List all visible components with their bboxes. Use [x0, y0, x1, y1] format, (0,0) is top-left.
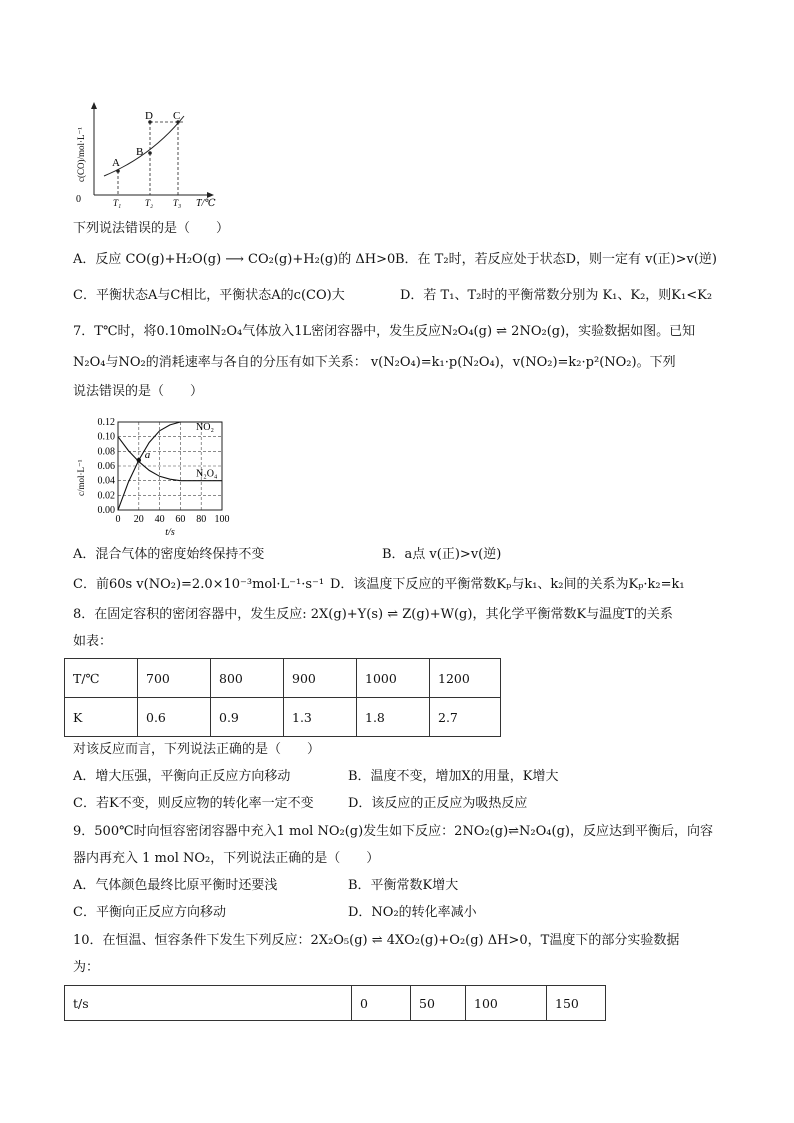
table-cell: 0 [352, 986, 411, 1021]
concentration-time-chart [72, 412, 242, 538]
y-tick-label: 0.04 [97, 475, 115, 487]
x-tick-label: 20 [133, 514, 144, 525]
table-cell: K [65, 698, 138, 737]
x-tick-label: 100 [214, 514, 230, 525]
q10-stem-line1: 10．在恒温、恒容条件下发生下列反应：2X₂O₅(g) ⇌ 4XO₂(g)+O₂(g) ΔH>0，T温度下的部分实验数据 [73, 933, 680, 948]
q6-option-d: D．若 T₁、T₂时的平衡常数分别为 K₁、K₂，则K₁<K₂ [400, 288, 713, 303]
x-tick-label: 0 [115, 514, 121, 525]
q9-stem-line2: 器内再充入 1 mol NO₂，下列说法正确的是（ ） [73, 851, 380, 866]
table-cell: t/s [65, 986, 352, 1021]
q8-stem-line2: 如表： [73, 634, 113, 649]
graph1-tick-t2: T₂ [145, 198, 154, 208]
graph1-point-A: A [112, 157, 120, 169]
x-axis-label: t/s [165, 527, 175, 538]
q7-stem-line3: 说法错误的是（ ） [73, 384, 204, 399]
x-tick-label: 60 [175, 514, 186, 525]
y-tick-label: 0.00 [97, 505, 115, 516]
legend-label: NO₂ [196, 422, 214, 433]
q6-option-a: A．反应 CO(g)+H₂O(g) ⟶ CO₂(g)+H₂(g)的 ΔH>0 [73, 252, 396, 267]
q6-option-c: C．平衡状态A与C相比，平衡状态A的c(CO)大 [73, 288, 345, 303]
q8-option-a: A．增大压强，平衡向正反应方向移动 [73, 769, 291, 784]
q7-option-c: C．前60s v(NO₂)=2.0×10⁻³mol·L⁻¹·s⁻¹ [73, 577, 325, 592]
table-cell: 700 [138, 659, 211, 698]
q8-option-d: D．该反应的正反应为吸热反应 [348, 796, 528, 811]
table-cell: 800 [211, 659, 284, 698]
q9-option-a: A．气体颜色最终比原平衡时还要浅 [73, 878, 278, 893]
table-cell: 1200 [430, 659, 501, 698]
annotation-label: a [144, 449, 151, 462]
q9-stem-line1: 9．500℃时向恒容密闭容器中充入1 mol NO₂(g)发生如下反应：2NO₂(g)⇌N₂O₄(g)，反应达到平衡后，向容 [73, 824, 713, 839]
co-concentration-graph [72, 100, 232, 212]
table-row [65, 659, 501, 698]
q8-option-c: C．若K不变，则反应物的转化率一定不变 [73, 796, 314, 811]
table-cell: 150 [547, 986, 606, 1021]
annotation-point [137, 458, 141, 462]
table-cell: 50 [411, 986, 466, 1021]
graph1-x-label: T/℃ [196, 198, 216, 209]
q9-option-b: B．平衡常数K增大 [348, 878, 459, 893]
q7-stem-line1: 7．T℃时，将0.10molN₂O₄气体放入1L密闭容器中，发生反应N₂O₄(g) ⇌ 2NO₂(g)，实验数据如图。已知 [73, 324, 696, 339]
q8-option-b: B．温度不变，增加X的用量，K增大 [348, 769, 559, 784]
table-cell: 1000 [357, 659, 430, 698]
graph1-tick-t1: T₁ [113, 198, 122, 208]
q6-prompt: 下列说法错误的是（ ） [73, 221, 230, 236]
q10-stem-line2: 为： [73, 960, 100, 975]
x-tick-label: 80 [196, 514, 207, 525]
table-cell: T/℃ [65, 659, 138, 698]
table-cell: 0.6 [138, 698, 211, 737]
table-cell: 1.3 [284, 698, 357, 737]
table-cell: 1.8 [357, 698, 430, 737]
y-tick-label: 0.10 [97, 431, 115, 443]
q6-option-b: B．在 T₂时，若反应处于状态D，则一定有 v(正)>v(逆) [395, 252, 717, 267]
y-tick-label: 0.02 [97, 490, 115, 502]
q8-prompt: 对该反应而言，下列说法正确的是（ ） [73, 742, 321, 757]
q7-option-d: D．该温度下反应的平衡常数Kₚ与k₁、k₂间的关系为Kₚ·k₂=k₁ [330, 577, 685, 592]
table-row [65, 986, 606, 1021]
graph1-y-label: c(CO)/mol·L⁻¹ [76, 127, 86, 182]
table-cell: 0.9 [211, 698, 284, 737]
q7-option-b: B．a点 v(正)>v(逆) [382, 547, 502, 562]
y-tick-label: 0.06 [97, 461, 115, 472]
table-cell: 100 [466, 986, 547, 1021]
y-axis-label: c/mol·L⁻¹ [76, 459, 86, 496]
q7-option-a: A．混合气体的密度始终保持不变 [73, 547, 265, 562]
q7-stem-line2: N₂O₄与NO₂的消耗速率与各自的分压有如下关系： v(N₂O₄)=k₁·p(N₂O₄)，v(NO₂)=k₂·p²(NO₂)。下列 [73, 355, 676, 370]
q10-data-table [64, 985, 606, 1021]
table-cell: 900 [284, 659, 357, 698]
graph1-point-D: D [145, 110, 153, 122]
table-row [65, 698, 501, 737]
x-tick-label: 40 [154, 514, 165, 525]
q8-stem-line1: 8．在固定容积的密闭容器中，发生反应: 2X(g)+Y(s) ⇌ Z(g)+W(g)，其化学平衡常数K与温度T的关系 [73, 607, 673, 622]
graph1-tick-t3: T₃ [173, 198, 182, 208]
graph1-point-B: B [136, 146, 144, 158]
q9-option-d: D．NO₂的转化率减小 [348, 905, 477, 920]
graph1-origin: 0 [76, 194, 81, 205]
legend-label: N₂O₄ [196, 468, 218, 480]
q9-option-c: C．平衡向正反应方向移动 [73, 905, 226, 920]
y-tick-label: 0.08 [97, 446, 115, 458]
table-cell: 2.7 [430, 698, 501, 737]
graph1-point-C: C [173, 110, 181, 122]
q8-k-table [64, 658, 501, 737]
y-tick-label: 0.12 [97, 417, 115, 428]
